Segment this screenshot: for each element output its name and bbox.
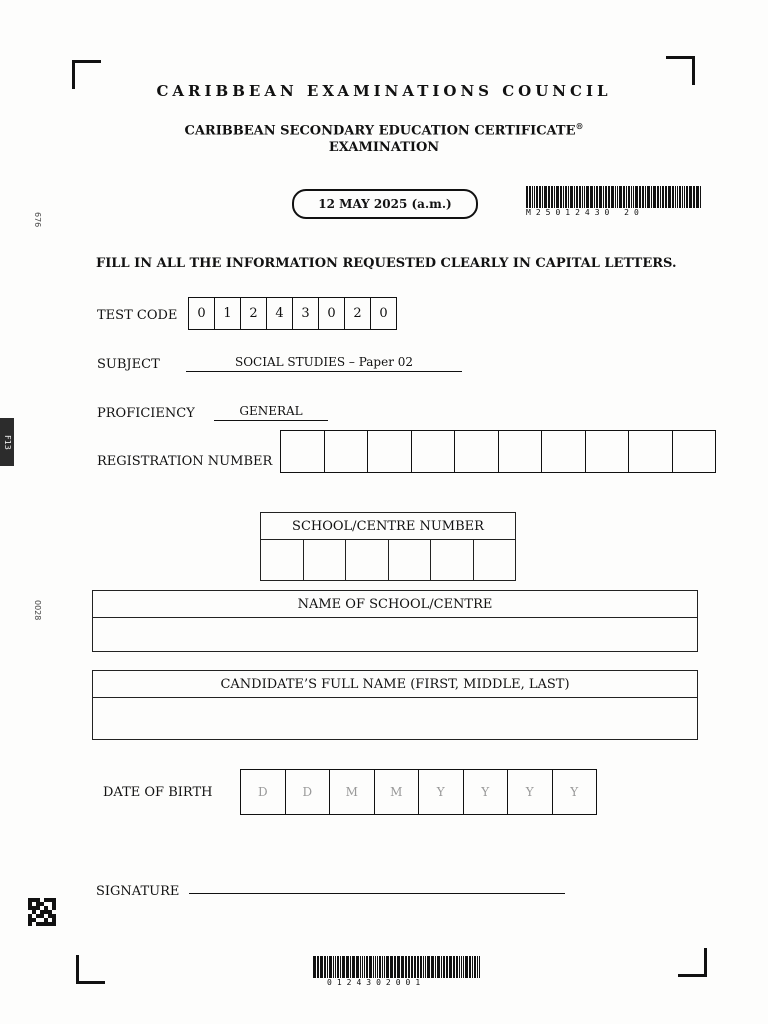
barcode-bar	[420, 956, 422, 978]
corner-mark-bottom-left	[76, 955, 105, 984]
barcode-top-number: M25012430 20	[526, 208, 644, 217]
barcode-bar	[684, 186, 685, 208]
barcode-top	[526, 186, 702, 217]
barcode-bar	[582, 186, 583, 208]
test-code-digit: 3	[293, 298, 319, 329]
barcode-bar	[568, 186, 569, 208]
barcode-bar	[633, 186, 634, 208]
barcode-bar	[603, 186, 604, 208]
test-code-digit: 1	[215, 298, 241, 329]
barcode-bar	[675, 186, 676, 208]
barcode-bar	[417, 956, 419, 978]
barcode-bar	[465, 956, 468, 978]
barcode-bar	[563, 186, 564, 208]
barcode-bar	[397, 956, 400, 978]
barcode-bar	[677, 186, 678, 208]
barcode-bar	[653, 186, 656, 208]
barcode-bar	[668, 186, 671, 208]
barcode-bar	[534, 186, 535, 208]
barcode-bar	[590, 186, 593, 208]
barcode-bar	[532, 186, 533, 208]
school-centre-number-label: SCHOOL/CENTRE NUMBER	[261, 513, 515, 540]
date-of-birth-box[interactable]: D	[241, 770, 286, 814]
school-centre-number-box[interactable]	[346, 540, 389, 580]
barcode-bar	[384, 956, 385, 978]
test-code-digit: 0	[319, 298, 345, 329]
barcode-bar	[335, 956, 336, 978]
barcode-bar	[364, 956, 365, 978]
registration-number-box[interactable]	[455, 431, 499, 472]
barcode-bar	[605, 186, 607, 208]
barcode-bar	[560, 186, 562, 208]
registration-number-box[interactable]	[368, 431, 412, 472]
barcode-bar	[373, 956, 374, 978]
barcode-bar	[526, 186, 528, 208]
barcode-bar	[579, 186, 581, 208]
barcode-bar	[352, 956, 355, 978]
barcode-bar	[394, 956, 396, 978]
barcode-bar	[660, 186, 661, 208]
barcode-bar	[340, 956, 341, 978]
barcode-bar	[401, 956, 404, 978]
barcode-bar	[362, 956, 363, 978]
barcode-bar	[565, 186, 567, 208]
barcode-bar	[556, 186, 559, 208]
barcode-bar	[346, 956, 349, 978]
barcode-bar	[472, 956, 473, 978]
barcode-bar	[390, 956, 393, 978]
school-centre-number-boxes[interactable]	[261, 540, 515, 580]
school-centre-number-box[interactable]	[304, 540, 347, 580]
barcode-bar	[594, 186, 595, 208]
barcode-bar	[554, 186, 555, 208]
barcode-bar	[635, 186, 638, 208]
margin-tab: F13	[0, 418, 14, 466]
barcode-bar	[423, 956, 424, 978]
test-code-label: TEST CODE	[97, 308, 178, 323]
signature-label: SIGNATURE	[96, 884, 180, 899]
barcode-bar	[382, 956, 383, 978]
school-name-label: NAME OF SCHOOL/CENTRE	[93, 591, 697, 618]
barcode-bar	[449, 956, 452, 978]
candidate-name-field[interactable]	[93, 698, 697, 738]
date-of-birth-box[interactable]: Y	[464, 770, 509, 814]
corner-mark-top-right	[666, 56, 695, 85]
barcode-bar	[375, 956, 376, 978]
barcode-bar	[379, 956, 381, 978]
barcode-bar	[617, 186, 618, 208]
qr-code	[28, 898, 56, 926]
instruction-text: FILL IN ALL THE INFORMATION REQUESTED CLEARLY IN CAPITAL LETTERS.	[96, 256, 677, 271]
barcode-bar	[686, 186, 688, 208]
date-of-birth-box[interactable]: M	[375, 770, 420, 814]
barcode-bar	[456, 956, 458, 978]
barcode-bar	[327, 956, 328, 978]
barcode-bar	[369, 956, 372, 978]
barcode-bar	[317, 956, 319, 978]
school-name-field[interactable]	[93, 618, 697, 650]
barcode-bar	[539, 186, 541, 208]
barcode-bar	[570, 186, 573, 208]
test-code-digit: 2	[345, 298, 371, 329]
barcode-bar	[679, 186, 681, 208]
barcode-bar	[665, 186, 667, 208]
registration-number-box[interactable]	[673, 431, 716, 472]
barcode-bottom	[313, 956, 481, 987]
barcode-bar	[689, 186, 692, 208]
barcode-bar	[645, 186, 646, 208]
barcode-bar	[425, 956, 426, 978]
barcode-bar	[329, 956, 332, 978]
barcode-bar	[386, 956, 389, 978]
barcode-bar	[350, 956, 351, 978]
candidate-name-panel	[92, 670, 698, 740]
corner-mark-bottom-right	[678, 948, 707, 977]
candidate-name-label: CANDIDATE’S FULL NAME (FIRST, MIDDLE, LAST)	[93, 671, 697, 698]
barcode-bar	[333, 956, 334, 978]
registration-number-box[interactable]	[325, 431, 369, 472]
date-of-birth-label: DATE OF BIRTH	[103, 785, 213, 800]
barcode-bar	[608, 186, 610, 208]
barcode-bar	[477, 956, 478, 978]
date-of-birth-box[interactable]: D	[286, 770, 331, 814]
barcode-bar	[443, 956, 445, 978]
barcode-bar	[574, 186, 575, 208]
test-code-digit: 0	[379, 306, 388, 321]
barcode-bar	[474, 956, 476, 978]
barcode-bar	[696, 186, 699, 208]
barcode-bar	[431, 956, 434, 978]
barcode-bar	[411, 956, 413, 978]
barcode-bar	[437, 956, 440, 978]
barcode-bar	[461, 956, 462, 978]
barcode-bar	[682, 186, 683, 208]
barcode-bar	[427, 956, 430, 978]
school-centre-number-box[interactable]	[431, 540, 474, 580]
registration-number-label: REGISTRATION NUMBER	[97, 454, 273, 469]
barcode-bar	[544, 186, 547, 208]
test-code-digit: 2	[241, 298, 267, 329]
date-of-birth-box[interactable]: Y	[419, 770, 464, 814]
barcode-bar	[356, 956, 359, 978]
barcode-bar	[657, 186, 659, 208]
barcode-bar	[320, 956, 323, 978]
test-code-digit: 4	[267, 298, 293, 329]
barcode-bar	[441, 956, 442, 978]
barcode-bar	[408, 956, 410, 978]
barcode-bottom-number: 0124302001	[327, 978, 426, 987]
barcode-bar	[542, 186, 543, 208]
barcode-bar	[615, 186, 616, 208]
test-code-digit: 0	[189, 298, 215, 329]
school-centre-number-box[interactable]	[389, 540, 432, 580]
registration-number-box[interactable]	[542, 431, 586, 472]
barcode-bar	[313, 956, 316, 978]
barcode-bar	[459, 956, 460, 978]
barcode-bar	[469, 956, 471, 978]
barcode-bar	[337, 956, 339, 978]
registration-number-box[interactable]	[499, 431, 543, 472]
barcode-bar	[342, 956, 345, 978]
barcode-bar	[628, 186, 630, 208]
subject-value: SOCIAL STUDIES – Paper 02	[186, 355, 462, 372]
school-centre-number-box[interactable]	[261, 540, 304, 580]
school-centre-number-panel	[260, 512, 516, 581]
registration-number-box[interactable]	[412, 431, 456, 472]
barcode-bar	[586, 186, 589, 208]
certificate-title: CARIBBEAN SECONDARY EDUCATION CERTIFICATE® EXAMINATION	[184, 121, 584, 156]
barcode-bar	[599, 186, 602, 208]
barcode-bar	[626, 186, 627, 208]
qr-module	[52, 922, 56, 926]
barcode-bar	[700, 186, 701, 208]
barcode-bar	[672, 186, 674, 208]
barcode-bar	[405, 956, 407, 978]
barcode-bar	[324, 956, 326, 978]
date-of-birth-box[interactable]: Y	[570, 785, 579, 799]
barcode-bar	[360, 956, 361, 978]
margin-code-mid: 0028	[33, 600, 42, 621]
barcode-bar	[453, 956, 455, 978]
barcode-bar	[623, 186, 625, 208]
barcode-bar	[639, 186, 641, 208]
registration-number-box[interactable]	[629, 431, 673, 472]
subject-label: SUBJECT	[97, 357, 160, 372]
barcode-bar	[551, 186, 553, 208]
barcode-bar	[414, 956, 416, 978]
barcode-bar	[611, 186, 614, 208]
exam-date-badge: 12 MAY 2025 (a.m.)	[292, 189, 478, 219]
barcode-bar	[647, 186, 650, 208]
barcode-bar	[366, 956, 368, 978]
barcode-bar	[642, 186, 644, 208]
registration-number-boxes[interactable]	[280, 430, 716, 473]
proficiency-label: PROFICIENCY	[97, 406, 195, 421]
barcode-bar	[548, 186, 550, 208]
school-name-panel	[92, 590, 698, 652]
barcode-bar	[596, 186, 598, 208]
test-code-boxes	[188, 297, 397, 330]
registration-number-box[interactable]	[281, 431, 325, 472]
barcode-bar	[584, 186, 585, 208]
barcode-bar	[377, 956, 378, 978]
barcode-bar	[693, 186, 695, 208]
proficiency-value: GENERAL	[214, 404, 328, 421]
margin-code-top: 676	[33, 212, 42, 228]
barcode-bar	[651, 186, 652, 208]
registration-number-box[interactable]	[586, 431, 630, 472]
barcode-bar	[446, 956, 448, 978]
school-centre-number-box[interactable]	[474, 540, 516, 580]
barcode-bar	[479, 956, 480, 978]
barcode-bar	[529, 186, 531, 208]
barcode-bar	[619, 186, 622, 208]
barcode-bar	[463, 956, 464, 978]
barcode-bar	[536, 186, 538, 208]
barcode-bar	[576, 186, 578, 208]
council-title: CARIBBEAN EXAMINATIONS COUNCIL	[156, 82, 612, 100]
signature-line[interactable]	[189, 893, 565, 894]
date-of-birth-box[interactable]: M	[330, 770, 375, 814]
date-of-birth-box[interactable]: Y	[508, 770, 553, 814]
barcode-bar	[435, 956, 436, 978]
date-of-birth-boxes[interactable]	[240, 769, 597, 815]
barcode-bar	[631, 186, 632, 208]
barcode-bar	[662, 186, 664, 208]
